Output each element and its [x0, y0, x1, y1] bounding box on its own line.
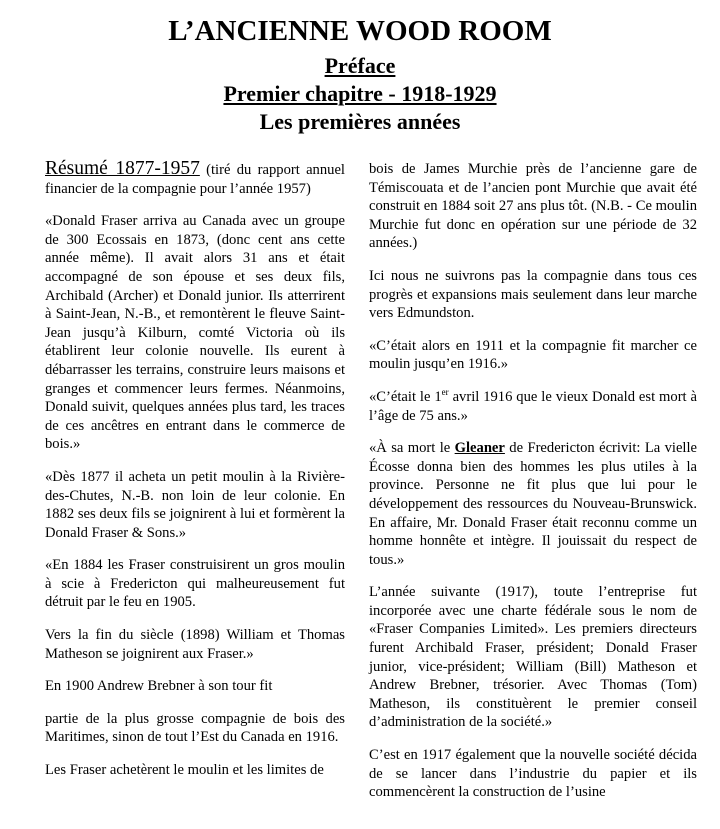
paragraph: Ici nous ne suivrons pas la compagnie dans tous ces progrès et expansions mais seulement dans leur marche vers Edmundston. [369, 267, 697, 322]
text-span: avril 1916 que le vieux Donald est mort à l’âge de 75 ans.» [369, 388, 697, 424]
paragraph [369, 388, 697, 425]
paragraph: bois de James Murchie près de l’ancienne gare de Témiscouata et de l’ancien pont Murchie que avait été construit en 1884 soit 27 ans plus tôt. (N.B. - Ce moulin Murchie fut donc en opération sur une période de 32 années.) [369, 161, 697, 252]
paragraph: «Donald Fraser arriva au Canada avec un groupe de 300 Ecossais en 1873, (donc cent ans cette année même). Il avait alors 31 ans et était accompagné de son épouse et ses deux fils, Archibald (Archer) et Donald junior. Ils atterrirent à Saint-Jean, N.-B., et remontèrent le fleuve Saint-Jean jusqu’à Kilburn, comté Victoria où ils établirent leur colonie nouvelle. Ils eurent à débarrasser les terrains, construire leurs maisons et granges et commencer leurs fermes. Néanmoins, Donald suivit, quelques années plus tard, les traces de ces ancêtres en entrant dans le commerce de bois.» [45, 213, 345, 453]
superscript: er [441, 387, 449, 398]
resume-note: (tiré du rapport annuel financier de la compagnie pour l’année 1957) [45, 162, 345, 197]
paragraph: partie de la plus grosse compagnie de bois des Maritimes, sinon de tout l’Est du Canada en 1916. [45, 710, 345, 746]
paragraph: Les Fraser achetèrent le moulin et les limites de [45, 762, 324, 779]
text-span: de Fredericton écrivit: La vielle Écosse donna bien des hommes les plus utiles à la province. Personne ne fit plus que lui pour le développement des ressources du Nouveau-Brunswick. En affaire, Mr. Donald Fraser était reconnu comme un homme honnête et intègre. Il jouissait du respect de tous.» [369, 440, 698, 568]
text-span: «C’était le 1 [369, 388, 442, 405]
chapter-subtitle: Les premières années [259, 109, 461, 134]
paragraph: «C’était alors en 1911 et la compagnie fit marcher ce moulin jusqu’en 1916.» [369, 337, 697, 373]
left-column [45, 160, 345, 794]
paragraph [369, 439, 697, 569]
gleaner-reference: Gleaner [454, 440, 505, 457]
text-span: «À sa mort le [369, 440, 455, 457]
resume-heading: Résumé 1877-1957 [45, 158, 200, 179]
paragraph: C’est en 1917 également que la nouvelle société décida de se lancer dans l’industrie du papier et ils commencèrent la construction de l’usine [369, 747, 697, 801]
right-column [369, 160, 697, 816]
paragraph: L’année suivante (1917), toute l’entreprise fut incorporée avec une charte fédérale sous le nom de «Fraser Companies Limited». Les premiers directeurs furent Archibald Fraser, président; Donald Fraser junior, vice-président; William (Bill) Matheson et Andrew Brebner, trésorier. Avec Thomas (Tom) Matheson, ils constituèrent le premier conseil d’administration de la société.» [369, 584, 697, 731]
paragraph: En 1900 Andrew Brebner à son tour fit [45, 678, 273, 695]
document-title: L’ANCIENNE WOOD ROOM [168, 15, 552, 47]
paragraph: «Dès 1877 il acheta un petit moulin à la Rivière-des-Chutes, N.-B. non loin de leur colonie. En 1882 ses deux fils se joignirent à lui et formèrent la Donald Fraser & Sons.» [45, 468, 345, 541]
preface-heading: Préface [324, 53, 396, 78]
resume-paragraph [45, 160, 345, 198]
chapter-heading: Premier chapitre - 1918-1929 [223, 81, 497, 106]
paragraph: Vers la fin du siècle (1898) William et Thomas Matheson se joignirent aux Fraser.» [45, 627, 345, 662]
paragraph: «En 1884 les Fraser construisirent un gros moulin à scie à Fredericton qui malheureusement fut détruit par le feu en 1905. [45, 557, 345, 611]
